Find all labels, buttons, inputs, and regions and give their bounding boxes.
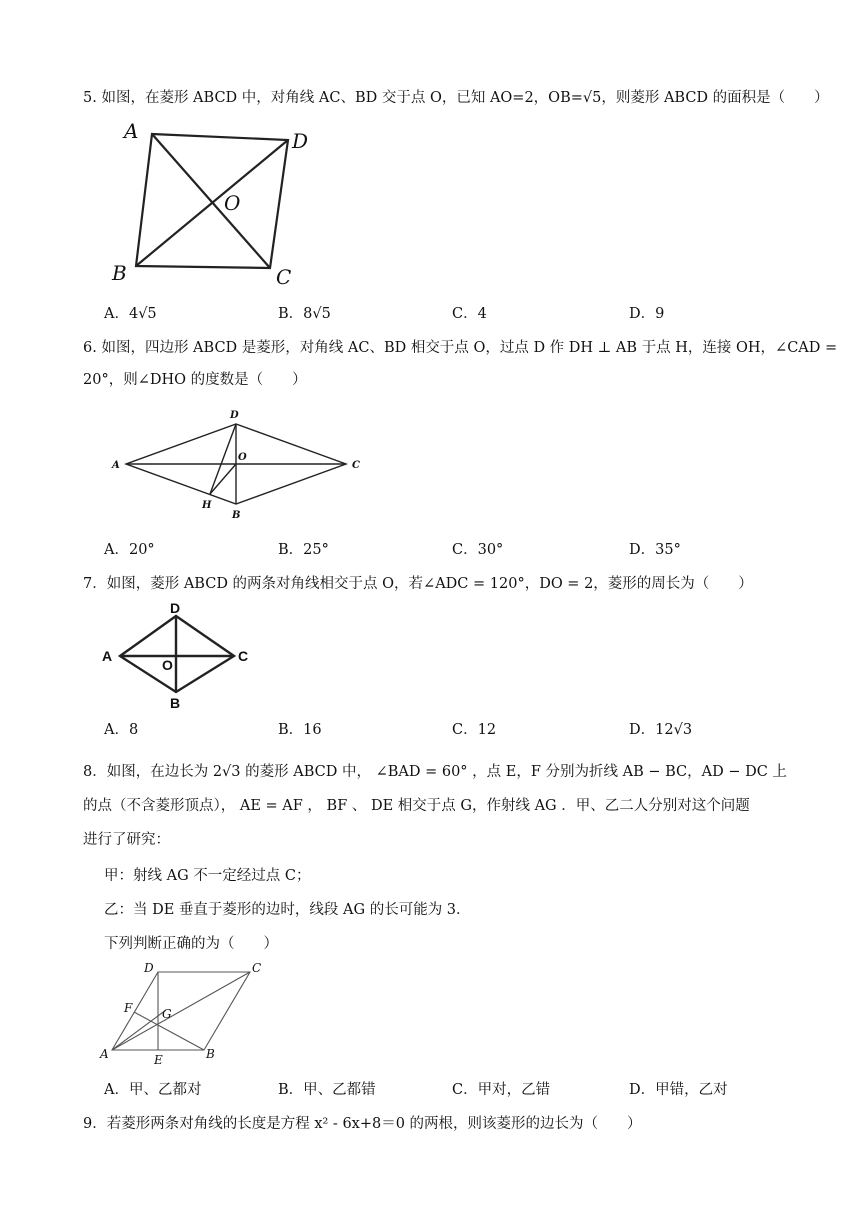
q6-stem-line1: 6. 如图，四边形 ABCD 是菱形，对角线 AC、BD 相交于点 O，过点 D 作 DH ⊥ AB 于点 H，连接 OH，∠CAD = (83, 340, 838, 356)
q8-line4: 甲：射线 AG 不一定经过点 C； (104, 868, 311, 884)
q6-figure (104, 404, 374, 524)
q5-stem: 5. 如图，在菱形 ABCD 中，对角线 AC、BD 交于点 O，已知 AO=2，OB=√5，则菱形 ABCD 的面积是（ ） (83, 90, 829, 106)
q8-option-a: A．甲、乙都对 (104, 1082, 202, 1098)
q6-stem-line2: 20°，则∠DHO 的度数是（ ） (83, 372, 307, 388)
q7-stem: 7．如图，菱形 ABCD 的两条对角线相交于点 O，若∠ADC = 120°，DO = 2，菱形的周长为（ ） (83, 576, 753, 592)
q6-option-c: C．30° (452, 542, 504, 558)
q5-label-o: O (224, 191, 241, 215)
q6-option-b: B．25° (278, 542, 329, 558)
q8-line3: 进行了研究： (83, 832, 170, 848)
q5-label-a: A (124, 119, 139, 143)
q5-option-c: C．4 (452, 306, 487, 322)
q8-line2: 的点（不含菱形顶点）， AE = AF ， BF 、 DE 相交于点 G，作射线 AG ．甲、乙二人分别对这个问题 (83, 798, 750, 814)
q6-label-o: O (238, 452, 247, 463)
q9-stem: 9．若菱形两条对角线的长度是方程 x² - 6x+8＝0 的两根，则该菱形的边长为（ ） (83, 1116, 642, 1132)
q5-option-a: A．4√5 (104, 306, 157, 322)
q8-line6: 下列判断正确的为（ ） (104, 936, 278, 952)
q8-line1: 8．如图，在边长为 2√3 的菱形 ABCD 中， ∠BAD = 60° ，点 E，F 分别为折线 AB − BC，AD − DC 上 (83, 764, 787, 780)
q8-label-g: G (162, 1007, 172, 1021)
q6-label-c: C (352, 460, 360, 471)
q8-option-b: B．甲、乙都错 (278, 1082, 376, 1098)
q5-option-b: B．8√5 (278, 306, 331, 322)
q6-option-d: D．35° (629, 542, 681, 558)
q7-label-o: O (162, 657, 173, 673)
q8-option-c: C．甲对，乙错 (452, 1082, 551, 1098)
q8-figure (96, 960, 286, 1072)
q7-label-a: A (102, 648, 113, 664)
q7-figure (100, 600, 260, 712)
q6-option-a: A．20° (104, 542, 155, 558)
q6-label-a: A (112, 460, 120, 471)
q7-option-c: C．12 (452, 722, 497, 738)
q7-option-d: D．12√3 (629, 722, 693, 738)
q7-label-c: C (238, 648, 249, 664)
q7-option-a: A．8 (104, 722, 139, 738)
q6-label-h: H (202, 500, 212, 511)
q8-label-e: E (154, 1053, 163, 1067)
q8-label-a: A (100, 1047, 109, 1061)
q8-label-b: B (206, 1047, 215, 1061)
q8-line5: 乙：当 DE 垂直于菱形的边时，线段 AG 的长可能为 3． (104, 902, 471, 918)
q7-label-b: B (170, 695, 181, 711)
q6-label-d: D (230, 410, 239, 421)
q8-label-f: F (124, 1001, 133, 1015)
q7-label-d: D (170, 600, 181, 616)
q8-option-d: D．甲错，乙对 (629, 1082, 728, 1098)
q6-label-b: B (232, 510, 241, 521)
q8-label-c: C (252, 961, 262, 975)
q5-label-b: B (112, 261, 127, 285)
q5-figure (100, 118, 320, 288)
q7-option-b: B．16 (278, 722, 322, 738)
q5-option-d: D．9 (629, 306, 665, 322)
q5-label-c: C (276, 265, 292, 288)
q8-label-d: D (144, 961, 154, 975)
q5-label-d: D (292, 129, 309, 153)
